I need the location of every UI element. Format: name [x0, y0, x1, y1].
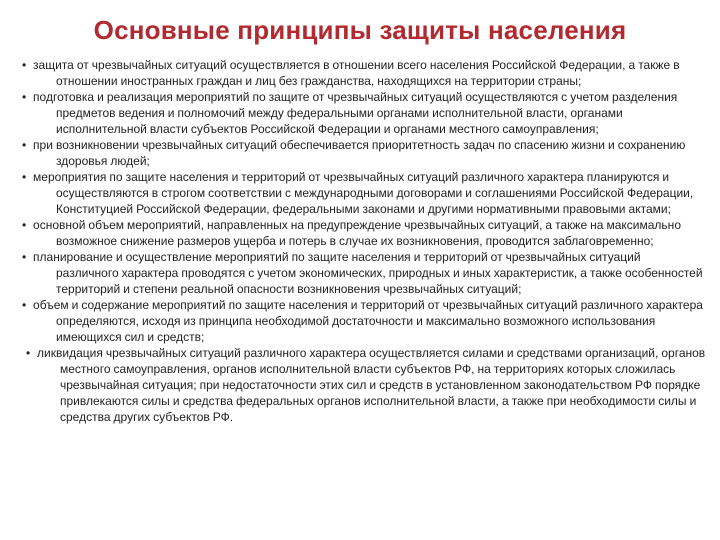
list-item [14, 297, 706, 345]
list-item-text: планирование и осуществление мероприятий по защите населения и территорий от чрезвычайных ситуаций различного характера проводятся с учетом экономических, природных и иных характеристик, а также особенностей территорий и степени реальной опасности возникновения чрезвычайных ситуаций; [33, 250, 703, 296]
slide-title: Основные принципы защиты населения [93, 15, 627, 45]
list-item [14, 137, 706, 169]
list-item [14, 249, 706, 297]
bullet-marker: • [22, 218, 27, 232]
list-item [14, 217, 706, 249]
bullet-marker: • [22, 138, 27, 152]
list-item [14, 345, 706, 425]
bullet-marker: • [22, 90, 27, 104]
bullet-marker: • [22, 58, 27, 72]
list-item-text: объем и содержание мероприятий по защите населения и территорий от чрезвычайных ситуаций различного характера определяются, исходя из принципа необходимой достаточности и максимально возможного использования имеющихся сил и средств; [33, 298, 703, 344]
list-item [14, 169, 706, 217]
bullet-marker: • [22, 298, 27, 312]
list-item-text: основной объем мероприятий, направленных на предупреждение чрезвычайных ситуаций, а также на максимально возможное снижение размеров ущерба и потерь в случае их возникновения, проводится заблаговременно; [33, 218, 681, 248]
list-item [14, 89, 706, 137]
principles-list [14, 57, 706, 425]
list-item [14, 57, 706, 89]
list-item-text: мероприятия по защите населения и территорий от чрезвычайных ситуаций различного характера планируются и осуществляются в строгом соответствии с международными договорами и соглашениями Российской Федерации, Конституцией Российской Федерации, федеральными законами и другими нормативными правовыми актами; [33, 170, 694, 216]
list-item-text: при возникновении чрезвычайных ситуаций обеспечивается приоритетность задач по спасению жизни и сохранению здоровья людей; [33, 138, 686, 168]
bullet-marker: • [22, 250, 27, 264]
list-item-text: защита от чрезвычайных ситуаций осуществляется в отношении всего населения Российской Федерации, а также в отношении иностранных граждан и лиц без гражданства, находящихся на территории страны; [33, 58, 680, 88]
bullet-marker: • [26, 346, 31, 360]
list-item-text: ликвидация чрезвычайных ситуаций различного характера осуществляется силами и средствами организаций, органов местного самоуправления, органов исполнительной власти субъектов РФ, на территориях которых сложилась чрезвычайная ситуация; при недостаточности этих сил и средств в установленном законодательством РФ порядке привлекаются силы и средства федеральных органов исполнительной власти, а также при необходимости силы и средства других субъектов РФ. [37, 346, 706, 424]
list-item-text: подготовка и реализация мероприятий по защите от чрезвычайных ситуаций осуществляются с учетом разделения предметов ведения и полномочий между федеральными органами исполнительной власти, органами исполнительной власти субъектов Российской Федерации и органами местного самоуправления; [33, 90, 678, 136]
bullet-marker: • [22, 170, 27, 184]
